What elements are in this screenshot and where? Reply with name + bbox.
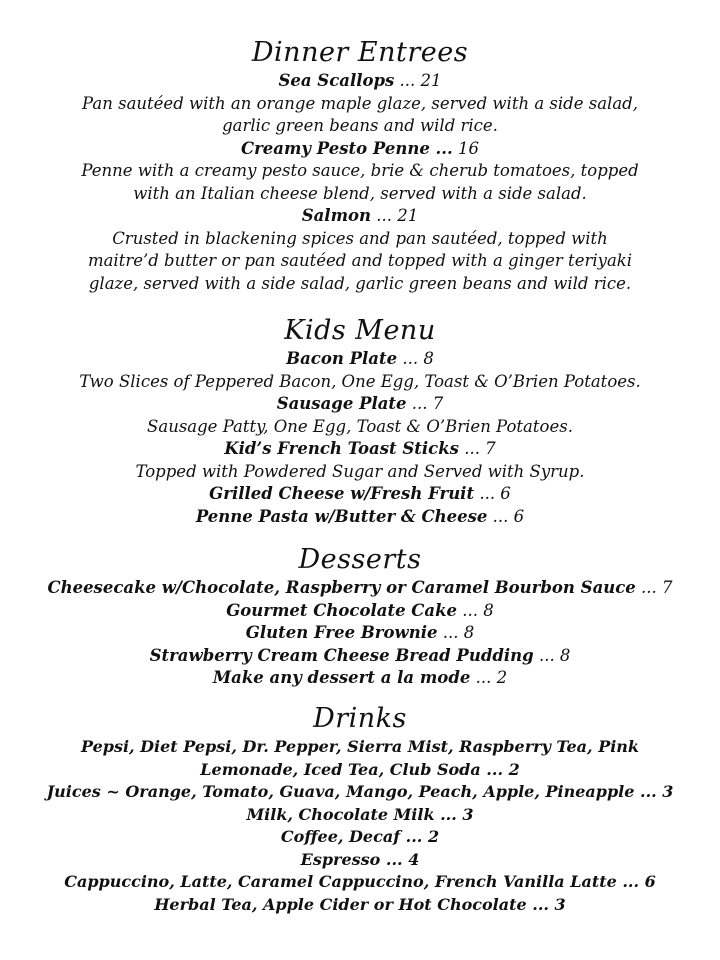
kids-heading: Kids Menu [284,315,436,346]
drink-line: Espresso ... 4 [300,849,420,869]
item-price: ... 2 [470,668,508,687]
menu-item [0,506,720,529]
menu-item [0,138,720,161]
menu-item [0,645,720,668]
kids-section [0,314,720,528]
item-name: Bacon Plate [286,349,398,368]
menu-item [0,483,720,506]
drinks-heading: Drinks [313,703,407,734]
drink-line: Pepsi, Diet Pepsi, Dr. Pepper, Sierra Mist, Raspberry Tea, Pink Lemonade, Iced Tea, Club Soda ... 2 [80,737,640,779]
item-price: ... 21 [394,71,442,90]
drink-line: Herbal Tea, Apple Cider or Hot Chocolate ... 3 [154,894,566,914]
menu-item [0,205,720,228]
menu-item [0,348,720,371]
item-price: ... 8 [397,349,434,368]
item-price: 16 [452,138,480,158]
item-description: Two Slices of Peppered Bacon, One Egg, Toast & O’Brien Potatoes. [79,371,641,391]
item-name: Creamy Pesto Penne ... [240,138,453,158]
item-name: Make any dessert a la mode [212,668,471,687]
menu-item [0,622,720,645]
item-name: Gluten Free Brownie [245,623,438,642]
menu-item [0,667,720,690]
item-description: Topped with Powdered Sugar and Served with Syrup. [135,461,585,481]
item-name: Strawberry Cream Cheese Bread Pudding [149,645,534,665]
menu-item [0,70,720,93]
item-name: Grilled Cheese w/Fresh Fruit [209,484,475,503]
item-price: ... 7 [458,439,496,458]
item-name: Salmon [301,206,372,225]
item-description: Sausage Patty, One Egg, Toast & O’Brien Potatoes. [147,416,573,436]
drink-line: Coffee, Decaf ... 2 [280,827,440,846]
item-name: Sausage Plate [276,394,407,413]
desserts-section [0,543,720,690]
drink-line: Milk, Chocolate Milk ... 3 [246,804,474,824]
item-price: ... 6 [487,506,525,526]
item-price: ... 7 [635,578,673,597]
item-price: ... 8 [437,623,475,642]
drinks-section [0,702,720,916]
item-name: Penne Pasta w/Butter & Cheese [195,506,488,526]
item-price: ... 21 [371,206,419,225]
menu-item [0,438,720,461]
item-description: Penne with a creamy pesto sauce, brie & cherub tomatoes, topped with an Italian cheese blend, served with a side salad. [81,161,639,203]
item-name: Sea Scallops [278,71,395,90]
item-description: Pan sautéed with an orange maple glaze, served with a side salad, garlic green beans and wild rice. [82,93,638,135]
item-name: Cheesecake w/Chocolate, Raspberry or Caramel Bourbon Sauce [47,578,636,597]
item-price: ... 8 [533,645,571,665]
item-price: ... 6 [474,484,511,503]
menu-item [0,600,720,623]
menu-item [0,393,720,416]
menu-item [0,577,720,600]
dinner-heading: Dinner Entrees [251,37,469,68]
drink-line: Cappuccino, Latte, Caramel Cappuccino, French Vanilla Latte ... 6 [64,872,656,891]
item-description: Crusted in blackening spices and pan sautéed, topped with maitre’d butter or pan sautéed and topped with a ginger teriyaki glaze, served with a side salad, garlic green beans and wild rice. [87,228,633,293]
item-name: Gourmet Chocolate Cake [226,600,458,620]
item-price: ... 8 [457,600,494,620]
dinner-section [0,36,720,295]
item-name: Kid’s French Toast Sticks [224,439,459,458]
desserts-heading: Desserts [298,544,422,575]
item-price: ... 7 [406,394,444,413]
drink-line: Juices ~ Orange, Tomato, Guava, Mango, Peach, Apple, Pineapple ... 3 [46,782,674,801]
